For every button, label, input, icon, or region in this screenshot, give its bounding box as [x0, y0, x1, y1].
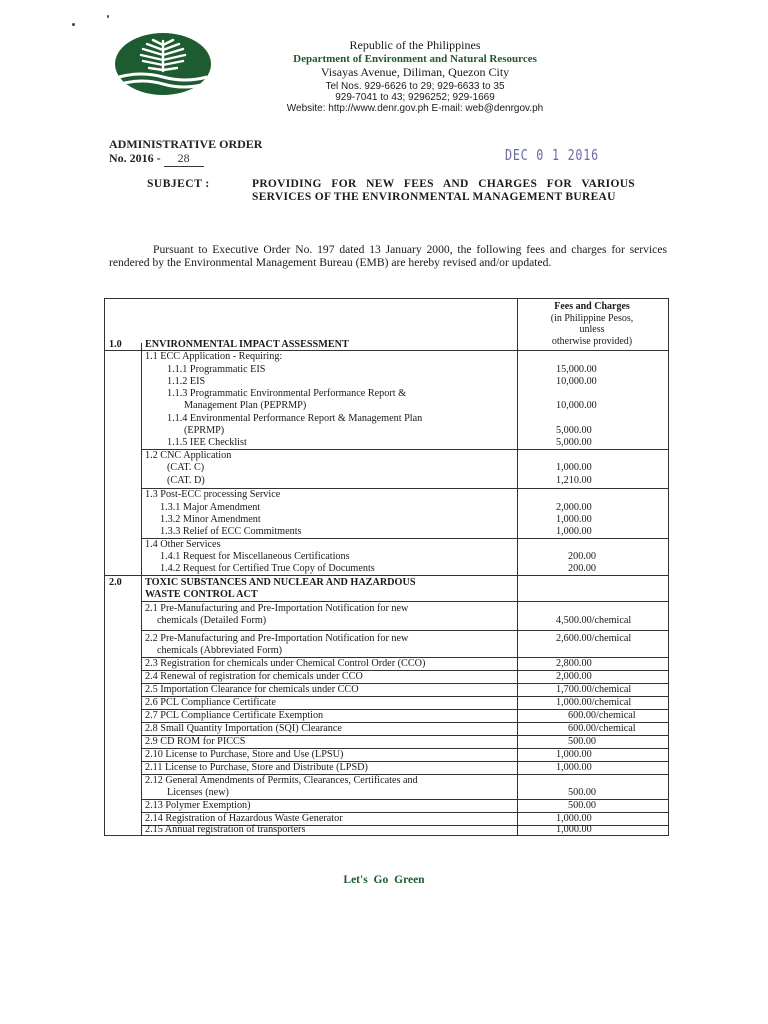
row-2-4: 2.4 Renewal of registration for chemicals under CCO: [145, 671, 363, 682]
letterhead-republic: Republic of the Philippines: [349, 38, 481, 52]
fee-1-3-2: 1,000.00: [556, 514, 592, 525]
fee-1-1-2: 10,000.00: [556, 376, 597, 387]
fee-1-1-4: 5,000.00: [556, 425, 592, 436]
letterhead-website: Website: http://www.denr.gov.ph E-mail: web@denrgov.ph: [286, 103, 544, 114]
subject-label: SUBJECT :: [147, 178, 210, 190]
fee-2-5: 1,700.00/chemical: [556, 684, 632, 695]
row-1-3-3: 1.3.3 Relief of ECC Commitments: [160, 526, 302, 537]
row-2-5: 2.5 Importation Clearance for chemicals under CCO: [145, 684, 359, 695]
date-stamp: DEC 0 1 2016: [505, 146, 599, 164]
row-1-4-2: 1.4.2 Request for Certified True Copy of Documents: [160, 563, 375, 574]
section-2-number: 2.0: [109, 577, 122, 588]
scan-speck: [72, 23, 75, 26]
fee-2-9: 500.00: [568, 736, 597, 747]
row-2-12-b: Licenses (new): [167, 787, 229, 798]
row-1-1-4-b: (EPRMP): [184, 425, 225, 436]
fee-header-line-4: otherwise provided): [551, 335, 633, 347]
fee-2-15: 1,000.00: [556, 824, 592, 835]
order-number: 28: [164, 151, 204, 167]
denr-logo-icon: [113, 31, 213, 97]
row-1-2-d: (CAT. D): [167, 475, 205, 486]
fee-1-1-3: 10,000.00: [556, 400, 597, 411]
section-2-title-b: WASTE CONTROL ACT: [145, 589, 258, 600]
row-1-1-3-b: Management Plan (PEPRMP): [184, 400, 307, 411]
table-hline: [141, 630, 668, 631]
fee-2-13: 500.00: [568, 800, 597, 811]
row-2-10: 2.10 License to Purchase, Store and Use (LPSU): [145, 749, 344, 760]
fee-2-12: 500.00: [568, 787, 597, 798]
table-hline: [105, 575, 668, 576]
row-2-11: 2.11 License to Purchase, Store and Distribute (LPSD): [145, 762, 368, 773]
row-2-13: 2.13 Polymer Exemption): [145, 800, 251, 811]
fee-2-7: 600.00/chemical: [568, 710, 636, 721]
fee-2-11: 1,000.00: [556, 762, 592, 773]
row-1-4: 1.4 Other Services: [145, 539, 221, 550]
scan-speck: [107, 15, 109, 18]
row-2-12-a: 2.12 General Amendments of Permits, Clearances, Certificates and: [145, 775, 418, 786]
fees-table: [104, 298, 669, 836]
order-number-prefix: No. 2016 -: [109, 151, 161, 165]
fee-2-1: 4,500.00/chemical: [556, 615, 632, 626]
row-2-15: 2.15 Annual registration of transporters: [145, 824, 306, 835]
row-1-1-2: 1.1.2 EIS: [167, 376, 206, 387]
row-1-3-1: 1.3.1 Major Amendment: [160, 502, 261, 513]
row-1-3-2: 1.3.2 Minor Amendment: [160, 514, 261, 525]
row-1-1-4-a: 1.1.4 Environmental Performance Report & Management Plan: [167, 413, 423, 424]
fee-header-line-1: Fees and Charges: [554, 301, 630, 312]
fee-1-1-5: 5,000.00: [556, 437, 592, 448]
fee-1-3-3: 1,000.00: [556, 526, 592, 537]
row-2-2-a: 2.2 Pre-Manufacturing and Pre-Importation Notification for new: [145, 633, 409, 644]
row-2-14: 2.14 Registration of Hazardous Waste Generator: [145, 813, 343, 824]
fee-header-line-3: unless: [579, 324, 605, 335]
fee-2-4: 2,000.00: [556, 671, 592, 682]
fee-header-line-2: (in Philippine Pesos,: [550, 312, 634, 324]
row-2-3: 2.3 Registration for chemicals under Chemical Control Order (CCO): [145, 658, 426, 669]
row-2-7: 2.7 PCL Compliance Certificate Exemption: [145, 710, 324, 721]
letterhead-phones-2: 929-7041 to 43; 9296252; 929-1669: [335, 92, 495, 103]
fee-2-14: 1,000.00: [556, 813, 592, 824]
fee-column-header: [517, 301, 667, 347]
row-2-1-a: 2.1 Pre-Manufacturing and Pre-Importation Notification for new: [145, 603, 409, 614]
row-1-2-c: (CAT. C): [167, 462, 205, 473]
intro-paragraph: [109, 243, 667, 269]
letterhead-address: Visayas Avenue, Diliman, Quezon City: [320, 65, 510, 79]
row-1-3: 1.3 Post-ECC processing Service: [145, 489, 281, 500]
letterhead-department: Department of Environment and Natural Resources: [293, 53, 537, 65]
intro-text: Pursuant to Executive Order No. 197 dated 13 January 2000, the following fees and charges for services rendered by the Environmental Management Bureau (EMB) are hereby revised and/or updated.: [109, 243, 667, 269]
row-1-1-1: 1.1.1 Programmatic EIS: [167, 364, 266, 375]
section-1-title: ENVIRONMENTAL IMPACT ASSESSMENT: [145, 339, 349, 350]
footer-slogan: Let's Go Green: [343, 874, 425, 886]
table-hline: [141, 601, 668, 602]
row-2-1-b: chemicals (Detailed Form): [157, 615, 267, 626]
fee-1-4-1: 200.00: [568, 551, 597, 562]
row-1-2: 1.2 CNC Application: [145, 450, 232, 461]
row-1-4-1: 1.4.1 Request for Miscellaneous Certifications: [160, 551, 350, 562]
row-2-2-b: chemicals (Abbreviated Form): [157, 645, 283, 656]
fee-2-10: 1,000.00: [556, 749, 592, 760]
row-1-1-3-a: 1.1.3 Programmatic Environmental Performance Report &: [167, 388, 407, 399]
fee-1-2-d: 1,210.00: [556, 475, 592, 486]
order-number-line: [109, 151, 204, 167]
section-2-title-a: TOXIC SUBSTANCES AND NUCLEAR AND HAZARDOUS: [145, 577, 416, 588]
fee-2-3: 2,800.00: [556, 658, 592, 669]
row-2-6: 2.6 PCL Compliance Certificate: [145, 697, 276, 708]
fee-1-3-1: 2,000.00: [556, 502, 592, 513]
fee-2-8: 600.00/chemical: [568, 723, 636, 734]
row-1-1-5: 1.1.5 IEE Checklist: [167, 437, 247, 448]
fee-1-1-1: 15,000.00: [556, 364, 597, 375]
fee-2-2: 2,600.00/chemical: [556, 633, 632, 644]
row-2-9: 2.9 CD ROM for PICCS: [145, 736, 246, 747]
subject-text: PROVIDING FOR NEW FEES AND CHARGES FOR VARIOUS SERVICES OF THE ENVIRONMENTAL MANAGEMENT BUREAU: [252, 178, 635, 203]
fee-1-2-c: 1,000.00: [556, 462, 592, 473]
fee-2-6: 1,000.00/chemical: [556, 697, 632, 708]
table-vline-fee: [517, 299, 518, 835]
letterhead-phones-1: Tel Nos. 929-6626 to 29; 929-6633 to 35: [325, 81, 505, 92]
order-title: ADMINISTRATIVE ORDER: [109, 137, 263, 151]
fee-1-4-2: 200.00: [568, 563, 597, 574]
section-1-number: 1.0: [109, 339, 122, 350]
row-2-8: 2.8 Small Quantity Importation (SQI) Clearance: [145, 723, 342, 734]
row-1-1: 1.1 ECC Application - Requiring:: [145, 351, 283, 362]
